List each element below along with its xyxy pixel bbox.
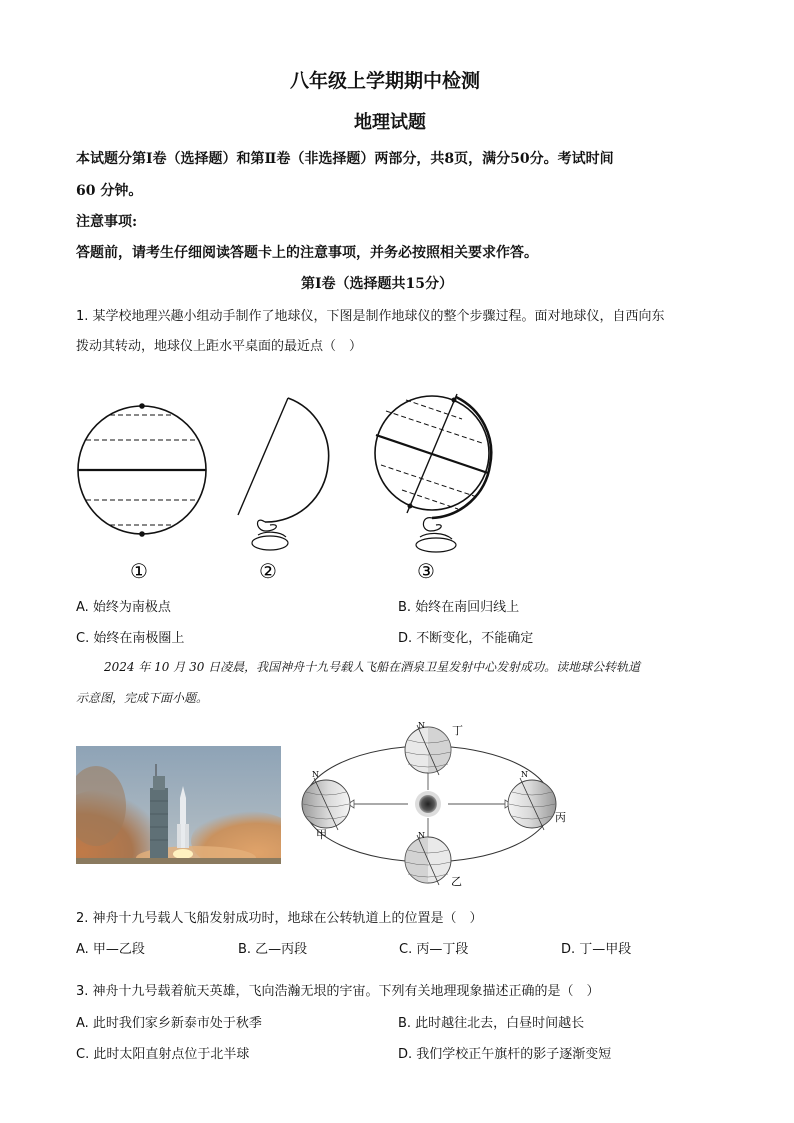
q3-option-c[interactable]: C. 此时太阳直射点位于北半球 xyxy=(76,1047,250,1062)
section-heading: 第Ⅰ卷（选择题共15分） xyxy=(301,276,454,292)
pole-label-yi: N xyxy=(418,831,425,840)
earth-ding xyxy=(405,725,451,775)
pole-label-jia: N xyxy=(312,770,319,779)
step2-stand xyxy=(238,398,329,550)
intro-line-2: 60 分钟。 xyxy=(76,183,143,199)
step1-sphere xyxy=(78,403,206,537)
q2-stem: 2. 神舟十九号载人飞船发射成功时，地球在公转轨道上的位置是（ ） xyxy=(76,911,483,926)
q2-option-a[interactable]: A. 甲—乙段 xyxy=(76,942,145,957)
label-bing: 丙 xyxy=(555,811,566,824)
q3-option-b[interactable]: B. 此时越往北去，白昼时间越长 xyxy=(398,1016,585,1031)
subject-title: 地理试题 xyxy=(354,112,426,133)
q1-option-d[interactable]: D. 不断变化，不能确定 xyxy=(398,631,534,646)
globe-steps-figure xyxy=(70,385,510,585)
label-jia: 甲 xyxy=(316,828,327,841)
label-yi: 乙 xyxy=(451,875,462,888)
q3-option-a[interactable]: A. 此时我们家乡新泰市处于秋季 xyxy=(76,1016,262,1031)
q2-option-d[interactable]: D. 丁—甲段 xyxy=(561,942,632,957)
intro-line-1: 本试题分第Ⅰ卷（选择题）和第Ⅱ卷（非选择题）两部分，共8页，满分50分。考试时间 xyxy=(76,151,614,167)
fig-label-3: ③ xyxy=(417,559,435,583)
q2-option-c[interactable]: C. 丙—丁段 xyxy=(399,942,469,957)
step3-globe xyxy=(375,394,491,552)
q1-option-a[interactable]: A. 始终为南极点 xyxy=(76,600,171,615)
q3-stem: 3. 神舟十九号载着航天英雄，飞向浩瀚无垠的宇宙。下列有关地理现象描述正确的是（ ） xyxy=(76,984,600,999)
passage-line-2: 示意图，完成下面小题。 xyxy=(76,691,209,705)
q1-stem-line-1: 1. 某学校地理兴趣小组动手制作了地球仪，下图是制作地球仪的整个步骤过程。面对地球仪，自西向东 xyxy=(76,309,665,324)
rocket-launch-photo xyxy=(76,746,281,864)
orbit-diagram xyxy=(296,720,588,892)
earth-yi xyxy=(405,835,451,885)
earth-bing xyxy=(508,778,556,830)
exam-title: 八年级上学期期中检测 xyxy=(290,70,481,92)
passage-line-1: 2024 年 10 月 30 日凌晨，我国神舟十九号载人飞船在酒泉卫星发射中心发射成功。读地球公转轨道 xyxy=(104,660,641,674)
fig-label-1: ① xyxy=(130,559,148,583)
q1-stem-line-2: 拨动其转动，地球仪上距水平桌面的最近点（ ） xyxy=(76,339,363,354)
earth-jia xyxy=(302,778,350,830)
pole-label-bing: N xyxy=(521,770,528,779)
q1-option-b[interactable]: B. 始终在南回归线上 xyxy=(398,600,520,615)
q1-option-c[interactable]: C. 始终在南极圈上 xyxy=(76,631,185,646)
pole-label-ding: N xyxy=(418,721,425,730)
notice-text: 答题前，请考生仔细阅读答题卡上的注意事项，并务必按照相关要求作答。 xyxy=(76,245,538,261)
q3-option-d[interactable]: D. 我们学校正午旗杆的影子逐渐变短 xyxy=(398,1047,612,1062)
notice-label: 注意事项: xyxy=(76,214,138,230)
q2-option-b[interactable]: B. 乙—丙段 xyxy=(238,942,308,957)
label-ding: 丁 xyxy=(452,724,463,737)
fig-label-2: ② xyxy=(259,559,277,583)
